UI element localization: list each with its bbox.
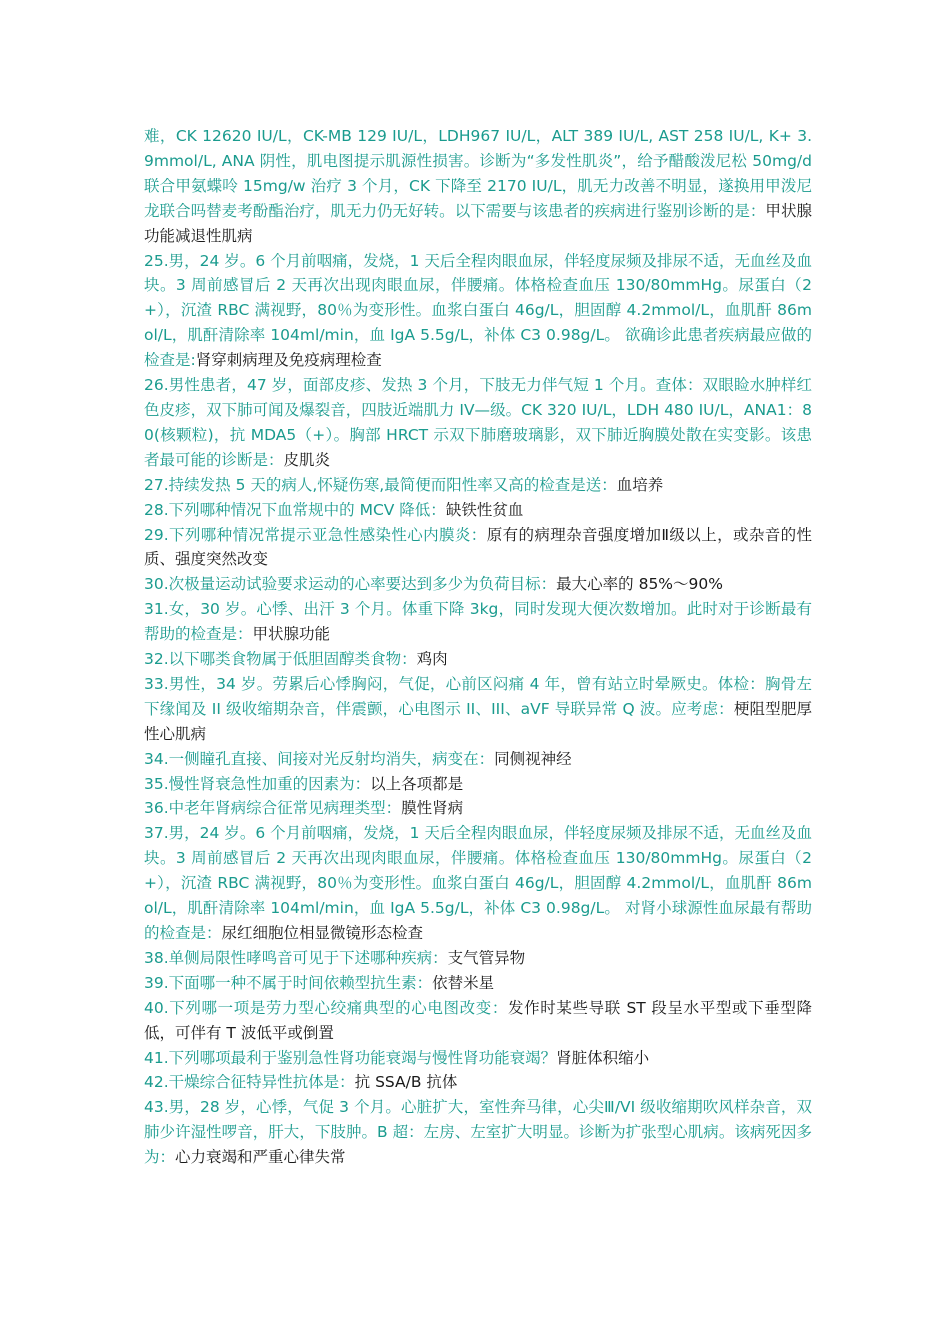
answer-text: 膜性肾病 [401,799,464,818]
question-item [144,672,812,747]
question-item [144,1046,812,1071]
answer-text: 肾穿刺病理及免疫病理检查 [195,351,382,370]
question-text: 33.男性，34 岁。劳累后心悸胸闷，气促，心前区闷痛 4 年，曾有站立时晕厥史。体检：胸骨左下缘闻及 II 级收缩期杂音，伴震颤，心电图示 II、III、aVF 导联异常 Q 波。应考虑： [144,674,812,718]
question-text: 29.下列哪种情况常提示亚急性感染性心内膜炎： [144,525,487,544]
question-item [144,249,812,374]
answer-text: 皮肌炎 [283,450,331,469]
question-item [144,498,812,523]
question-item [144,124,812,249]
question-text: 38.单侧局限性哮鸣音可见于下述哪种疾病： [144,948,448,967]
question-item [144,946,812,971]
answer-text: 原有的病理杂音强度增加Ⅱ级以上，或杂音的性质、强度突然改变 [144,525,812,569]
question-text: 难，CK 12620 IU/L，CK-MB 129 IU/L，LDH967 IU/L，ALT 389 IU/L, AST 258 IU/L, K+ 3.9mmol/L, ANA 阴性，肌电图提示肌源性损害。诊断为“多发性肌炎”，给予醋酸泼尼松 50mg/d 联合甲氨蝶呤 15mg/w 治疗 3 个月，CK 下降至 2170 IU/L，肌无力改善不明显，遂换用甲泼尼龙联合吗替麦考酚酯治疗，肌无力仍无好转。以下需要与该患者的疾病进行鉴别诊断的是： [144,127,812,220]
answer-text: 甲状腺功能减退性肌病 [144,201,812,245]
question-text: 36.中老年肾病综合征常见病理类型： [144,799,402,818]
question-text: 26.男性患者，47 岁，面部皮疹、发热 3 个月，下肢无力伴气短 1 个月。查体：双眼睑水肿样红色皮疹，双下肺可闻及爆裂音，四肢近端肌力 IV—级。CK 320 IU/L，LDH 480 IU/L，ANA1：80(核颗粒)，抗 MDA5（+）。胸部 HRCT 示双下肺磨玻璃影，双下肺近胸膜处散在实变影。该患者最可能的诊断是： [144,376,812,469]
question-text: 34.一侧瞳孔直接、间接对光反射均消失，病变在： [144,749,495,768]
answer-text: 抗 SSA/B 抗体 [354,1073,458,1092]
question-item [144,996,812,1046]
answer-text: 肾脏体积缩小 [556,1048,650,1067]
answer-text: 最大心率的 85%～90% [556,575,723,594]
answer-text: 鸡肉 [416,650,448,669]
answer-text: 发作时某些导联 ST 段呈水平型或下垂型降低，可伴有 T 波低平或倒置 [144,998,812,1042]
question-text: 28.下列哪种情况下血常规中的 MCV 降低： [144,500,446,519]
question-text: 32.以下哪类食物属于低胆固醇类食物： [144,650,417,669]
answer-text: 依替米星 [432,973,495,992]
question-item [144,821,812,946]
question-item [144,1095,812,1170]
question-text: 37.男，24 岁。6 个月前咽痛，发烧，1 天后全程肉眼血尿，伴轻度尿频及排尿不适，无血丝及血块。3 周前感冒后 2 天再次出现肉眼血尿，伴腰痛。体格检查血压 130/80mmHg。尿蛋白（2+），沉渣 RBC 满视野，80％为变形性。血浆白蛋白 46g/L，胆固醇 4.2mmol/L，血肌酐 86mol/L，肌酐清除率 104ml/min，血 IgA 5.5g/L，补体 C3 0.98g/L。 对肾小球源性血尿最有帮助的检查是： [144,824,812,942]
answer-text: 支气管异物 [447,948,526,967]
question-text: 43.男，28 岁，心悸，气促 3 个月。心脏扩大，室性奔马律，心尖Ⅲ/VI 级收缩期吹风样杂音，双肺少许湿性啰音，肝大，下肢肿。B 超：左房、左室扩大明显。诊断为扩张型心肌病。该病死因多为： [144,1098,812,1167]
question-text: 31.女，30 岁。心悸、出汗 3 个月。体重下降 3kg，同时发现大便次数增加。此时对于诊断最有帮助的检查是： [144,600,812,644]
answer-text: 缺铁性贫血 [445,500,524,519]
answer-text: 心力衰竭和严重心律失常 [175,1148,346,1167]
question-item [144,473,812,498]
question-text: 41.下列哪项最利于鉴别急性肾功能衰竭与慢性肾功能衰竭？ [144,1048,557,1067]
answer-text: 以上各项都是 [370,774,464,793]
question-item [144,572,812,597]
answer-text: 同侧视神经 [494,749,572,768]
question-item [144,1070,812,1095]
question-text: 25.男，24 岁。6 个月前咽痛，发烧，1 天后全程肉眼血尿，伴轻度尿频及排尿不适，无血丝及血块。3 周前感冒后 2 天再次出现肉眼血尿，伴腰痛。体格检查血压 130/80mmHg。尿蛋白（2+），沉渣 RBC 满视野，80％为变形性。血浆白蛋白 46g/L，胆固醇 4.2mmol/L，血肌酐 86mol/L，肌酐清除率 104ml/min，血 IgA 5.5g/L，补体 C3 0.98g/L。 欲确诊此患者疾病最应做的检查是: [144,251,812,370]
question-text: 42.干燥综合征特异性抗体是： [144,1073,355,1092]
answer-text: 梗阻型肥厚性心肌病 [144,699,812,743]
question-item [144,772,812,797]
document-body [144,124,812,1170]
question-text: 39.下面哪一种不属于时间依赖型抗生素： [144,973,433,992]
question-item [144,597,812,647]
question-item [144,971,812,996]
question-item [144,373,812,473]
question-item [144,796,812,821]
answer-text: 血培养 [616,475,664,494]
question-item [144,647,812,672]
question-text: 35.慢性肾衰急性加重的因素为： [144,774,371,793]
question-text: 27.持续发热 5 天的病人,怀疑伤寒,最简便而阳性率又高的检查是送： [144,475,617,494]
question-text: 40.下列哪一项是劳力型心绞痛典型的心电图改变： [144,998,508,1017]
question-item [144,747,812,772]
question-item [144,523,812,573]
answer-text: 尿红细胞位相显微镜形态检查 [221,924,424,942]
question-text: 30.次极量运动试验要求运动的心率要达到多少为负荷目标： [144,575,557,594]
answer-text: 甲状腺功能 [252,625,331,644]
